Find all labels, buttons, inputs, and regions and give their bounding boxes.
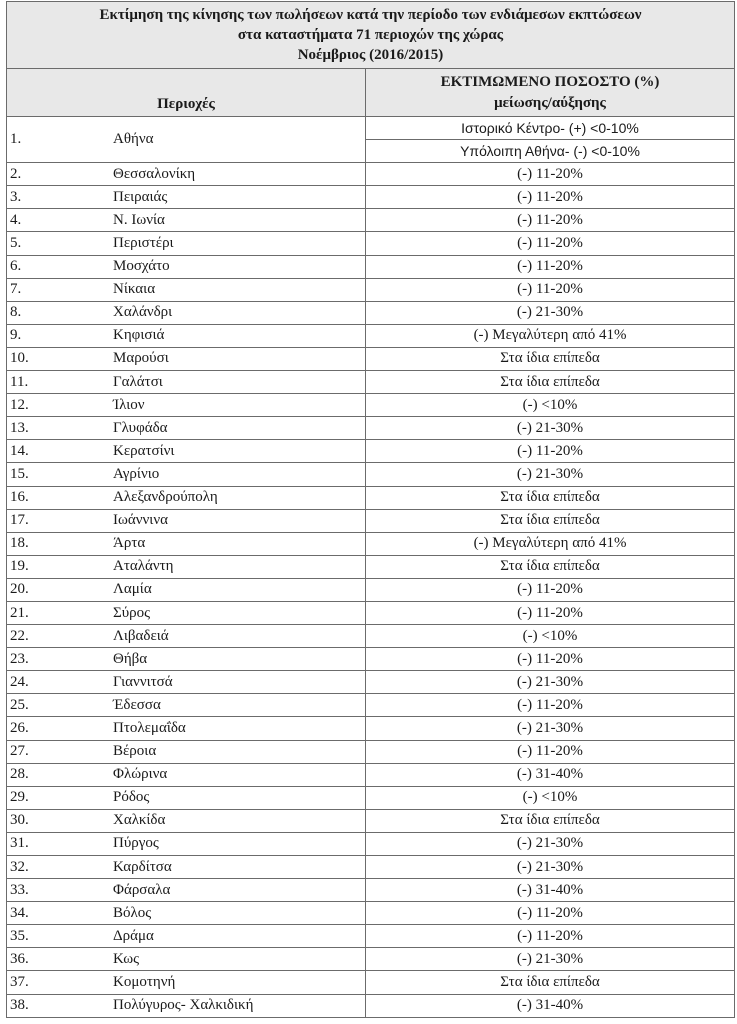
row-number: 18.: [10, 535, 29, 552]
sales-table: [6, 1, 735, 1018]
percentage-value: (-) 31-40%: [366, 879, 735, 902]
table-row: [7, 948, 735, 971]
region-cell: [7, 694, 366, 717]
region-cell: [7, 948, 366, 971]
row-number: 10.: [10, 350, 29, 367]
percentage-value: Στα ίδια επίπεδα: [366, 809, 735, 832]
region-name: Βόλος: [113, 904, 152, 921]
row-number: 7.: [10, 281, 22, 298]
region-name: Μαρούσι: [113, 350, 169, 367]
percentage-value: (-) Μεγαλύτερη από 41%: [366, 324, 735, 347]
region-cell: [7, 879, 366, 902]
region-cell: [7, 232, 366, 255]
row-number: 32.: [10, 858, 29, 875]
row-number: 31.: [10, 835, 29, 852]
region-cell: [7, 856, 366, 879]
table-row: [7, 417, 735, 440]
region-cell: [7, 394, 366, 417]
percentage-value: Στα ίδια επίπεδα: [366, 971, 735, 994]
row-number: 6.: [10, 258, 22, 275]
row-number: 27.: [10, 743, 29, 760]
region-name: Δράμα: [113, 927, 154, 944]
region-cell: [7, 971, 366, 994]
percentage-value: (-) 11-20%: [366, 601, 735, 624]
region-name: Γλυφάδα: [113, 419, 168, 436]
percentage-value: (-) 31-40%: [366, 994, 735, 1017]
region-name: Κερατσίνι: [113, 442, 175, 459]
row-number: 1.: [10, 131, 22, 148]
region-cell: [7, 832, 366, 855]
table-row: [7, 255, 735, 278]
region-cell: [7, 186, 366, 209]
region-name: Αταλάντη: [113, 558, 174, 575]
table-row: [7, 232, 735, 255]
region-cell: [7, 509, 366, 532]
region-cell: [7, 555, 366, 578]
region-name: Λιβαδειά: [113, 627, 169, 644]
table-row: [7, 371, 735, 394]
table-row: [7, 809, 735, 832]
region-cell: [7, 463, 366, 486]
table-row: [7, 879, 735, 902]
title-line-2: στα καταστήματα 71 περιοχών της χώρας: [237, 27, 504, 43]
region-cell: [7, 578, 366, 601]
row-number: 15.: [10, 465, 29, 482]
row-number: 26.: [10, 719, 29, 736]
percentage-value: (-) 21-30%: [366, 948, 735, 971]
region-name: Μοσχάτο: [113, 258, 170, 275]
region-cell: [7, 301, 366, 324]
header-percentage-line-1: ΕΚΤΙΜΩΜΕΝΟ ΠΟΣΟΣΤΟ (%): [440, 73, 660, 90]
percentage-value: (-) 11-20%: [366, 648, 735, 671]
percentage-value: (-) 11-20%: [366, 186, 735, 209]
region-cell: [7, 601, 366, 624]
table-row: [7, 717, 735, 740]
row-number: 30.: [10, 812, 29, 829]
row-number: 13.: [10, 419, 29, 436]
region-name: Χαλάνδρι: [113, 304, 173, 321]
percentage-value: (-) <10%: [366, 786, 735, 809]
table-row: [7, 971, 735, 994]
region-cell: [7, 278, 366, 301]
region-name: Έδεσσα: [113, 696, 161, 713]
percentage-value: (-) 11-20%: [366, 740, 735, 763]
percentage-value: Στα ίδια επίπεδα: [366, 486, 735, 509]
percentage-value: Στα ίδια επίπεδα: [366, 555, 735, 578]
region-cell: [7, 786, 366, 809]
region-cell: [7, 163, 366, 186]
row-number: 14.: [10, 442, 29, 459]
table-row: [7, 856, 735, 879]
row-number: 21.: [10, 604, 29, 621]
region-name: Πειραιάς: [113, 188, 168, 205]
percentage-value: (-) 11-20%: [366, 902, 735, 925]
region-name: Κομοτηνή: [113, 974, 176, 991]
row-number: 4.: [10, 211, 22, 228]
row-number: 5.: [10, 235, 22, 252]
region-name: Κως: [113, 950, 140, 967]
region-cell: [7, 209, 366, 232]
table-row: [7, 186, 735, 209]
region-cell: [7, 994, 366, 1017]
percentage-value: (-) 21-30%: [366, 671, 735, 694]
percentage-value: (-) 21-30%: [366, 301, 735, 324]
percentage-value: (-) 21-30%: [366, 856, 735, 879]
region-cell: [7, 717, 366, 740]
region-cell: [7, 902, 366, 925]
athens-region-cell: [7, 117, 366, 163]
row-number: 17.: [10, 512, 29, 529]
row-number: 38.: [10, 997, 29, 1014]
percentage-value: Στα ίδια επίπεδα: [366, 509, 735, 532]
region-name: Ν. Ιωνία: [113, 211, 165, 228]
region-name: Λαμία: [113, 581, 152, 598]
region-name: Κηφισιά: [113, 327, 165, 344]
region-name: Ιωάννινα: [113, 512, 168, 529]
row-number: 9.: [10, 327, 22, 344]
table-row: [7, 902, 735, 925]
table-row: [7, 740, 735, 763]
percentage-value: (-) 11-20%: [366, 440, 735, 463]
region-name: Άρτα: [113, 535, 146, 552]
row-number: 36.: [10, 950, 29, 967]
header-percentage-line-2: μείωσης/αύξησης: [494, 94, 606, 111]
region-name: Νίκαια: [113, 281, 156, 298]
table-row: [7, 347, 735, 370]
table-row: [7, 694, 735, 717]
table-row: [7, 163, 735, 186]
region-cell: [7, 255, 366, 278]
table-row: [7, 463, 735, 486]
region-cell: [7, 371, 366, 394]
percentage-value: Στα ίδια επίπεδα: [366, 371, 735, 394]
title-line-1: Εκτίμηση της κίνησης των πωλήσεων κατά την περίοδο των ενδιάμεσων εκπτώσεων: [99, 7, 642, 23]
region-name: Αθήνα: [113, 131, 154, 148]
row-number: 33.: [10, 881, 29, 898]
title-row: [7, 2, 735, 69]
region-cell: [7, 625, 366, 648]
row-number: 16.: [10, 489, 29, 506]
table-row: [7, 625, 735, 648]
row-number: 25.: [10, 696, 29, 713]
title-line-3: Νοέμβριος (2016/2015): [297, 47, 444, 63]
percentage-value: (-) 11-20%: [366, 278, 735, 301]
table-row: [7, 763, 735, 786]
table-title: [7, 2, 735, 69]
percentage-value: (-) 11-20%: [366, 694, 735, 717]
percentage-value: (-) 11-20%: [366, 578, 735, 601]
region-name: Αλεξανδρούπολη: [113, 489, 218, 506]
percentage-value: (-) <10%: [366, 625, 735, 648]
row-number: 34.: [10, 904, 29, 921]
table-row: [7, 994, 735, 1017]
row-number: 8.: [10, 304, 22, 321]
percentage-value: (-) Μεγαλύτερη από 41%: [366, 532, 735, 555]
row-number: 22.: [10, 627, 29, 644]
region-cell: [7, 671, 366, 694]
region-cell: [7, 440, 366, 463]
row-number: 19.: [10, 558, 29, 575]
region-name: Γιαννιτσά: [113, 673, 173, 690]
percentage-value: (-) 11-20%: [366, 232, 735, 255]
table-row: [7, 394, 735, 417]
row-number: 29.: [10, 789, 29, 806]
region-cell: [7, 763, 366, 786]
percentage-value: (-) 11-20%: [366, 925, 735, 948]
row-number: 2.: [10, 165, 22, 182]
athens-value-center: Ιστορικό Κέντρο- (+) <0-10%: [366, 117, 735, 140]
region-name: Περιστέρι: [113, 235, 174, 252]
region-name: Ίλιον: [113, 396, 145, 413]
header-row: [7, 69, 735, 117]
region-cell: [7, 532, 366, 555]
percentage-value: Στα ίδια επίπεδα: [366, 347, 735, 370]
percentage-value: (-) 21-30%: [366, 463, 735, 486]
region-name: Καρδίτσα: [113, 858, 172, 875]
region-cell: [7, 809, 366, 832]
header-region: Περιοχές: [7, 69, 366, 117]
region-cell: [7, 417, 366, 440]
percentage-value: (-) 11-20%: [366, 255, 735, 278]
row-number: 24.: [10, 673, 29, 690]
table-row: [7, 278, 735, 301]
row-number: 28.: [10, 766, 29, 783]
region-cell: [7, 347, 366, 370]
region-name: Βέροια: [113, 743, 157, 760]
table-row: [7, 786, 735, 809]
region-name: Πτολεμαΐδα: [113, 719, 186, 736]
table-row: [7, 301, 735, 324]
region-name: Ρόδος: [113, 789, 150, 806]
percentage-value: (-) 11-20%: [366, 163, 735, 186]
percentage-value: (-) 31-40%: [366, 763, 735, 786]
region-name: Πολύγυρος- Χαλκιδική: [113, 997, 254, 1014]
row-number: 23.: [10, 650, 29, 667]
row-number: 20.: [10, 581, 29, 598]
region-name: Χαλκίδα: [113, 812, 166, 829]
region-cell: [7, 648, 366, 671]
percentage-value: (-) <10%: [366, 394, 735, 417]
table-row: [7, 925, 735, 948]
athens-value-rest: Υπόλοιπη Αθήνα- (-) <0-10%: [366, 140, 735, 163]
table-row: [7, 532, 735, 555]
percentage-value: (-) 21-30%: [366, 717, 735, 740]
region-cell: [7, 925, 366, 948]
region-name: Θεσσαλονίκη: [113, 165, 196, 182]
table-row: [7, 601, 735, 624]
region-name: Φάρσαλα: [113, 881, 171, 898]
row-number: 3.: [10, 188, 22, 205]
table-row-athens-1: [7, 117, 735, 140]
row-number: 35.: [10, 927, 29, 944]
table-row: [7, 486, 735, 509]
table-row: [7, 832, 735, 855]
row-number: 11.: [10, 373, 29, 390]
table-row: [7, 671, 735, 694]
region-cell: [7, 486, 366, 509]
region-name: Γαλάτσι: [113, 373, 163, 390]
region-cell: [7, 324, 366, 347]
percentage-value: (-) 21-30%: [366, 832, 735, 855]
table-row: [7, 509, 735, 532]
region-name: Πύργος: [113, 835, 159, 852]
region-name: Αγρίνιο: [113, 465, 160, 482]
region-name: Φλώρινα: [113, 766, 168, 783]
header-percentage: [366, 69, 735, 117]
table-row: [7, 324, 735, 347]
row-number: 12.: [10, 396, 29, 413]
percentage-value: (-) 11-20%: [366, 209, 735, 232]
table-row: [7, 209, 735, 232]
table-row: [7, 648, 735, 671]
percentage-value: (-) 21-30%: [366, 417, 735, 440]
row-number: 37.: [10, 974, 29, 991]
table-row: [7, 555, 735, 578]
table-row: [7, 578, 735, 601]
region-name: Θήβα: [113, 650, 148, 667]
region-cell: [7, 740, 366, 763]
region-name: Σύρος: [113, 604, 151, 621]
table-row: [7, 440, 735, 463]
